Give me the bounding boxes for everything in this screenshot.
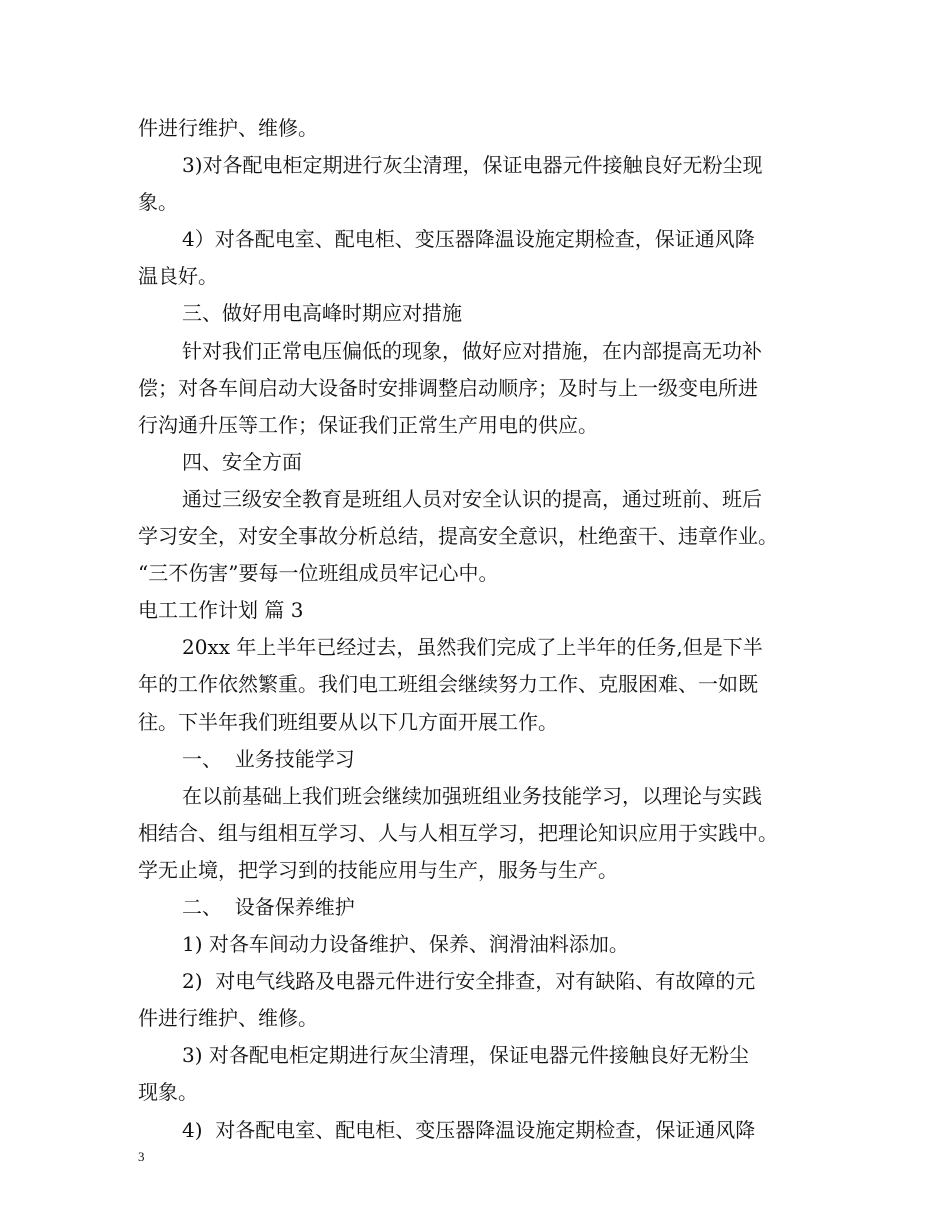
text-line: 件进行维护、维修。 <box>138 1006 318 1031</box>
text-line: 学习安全，对安全事故分析总结，提高安全意识，杜绝蛮干、违章作业。 <box>138 524 778 549</box>
text-line: 4) 对各配电室、配电柜、变压器降温设施定期检查，保证通风降 <box>182 1117 756 1142</box>
text-line: 3) 对各配电柜定期进行灰尘清理，保证电器元件接触良好无粉尘 <box>182 1043 749 1068</box>
text-line: 行沟通升压等工作；保证我们正常生产用电的供应。 <box>138 412 598 437</box>
text-line: 电工工作计划 篇 3 <box>138 598 304 623</box>
text-line: 20xx 年上半年已经过去，虽然我们完成了上半年的任务,但是下半 <box>182 635 763 660</box>
text-line: 年的工作依然繁重。我们电工班组会继续努力工作、克服困难、一如既 <box>138 672 758 697</box>
text-line: 偿；对各车间启动大设备时安排调整启动顺序；及时与上一级变电所进 <box>138 375 758 400</box>
text-line: 温良好。 <box>138 264 218 289</box>
text-line: 学无止境，把学习到的技能应用与生产，服务与生产。 <box>138 857 618 882</box>
text-line: 相结合、组与组相互学习、人与人相互学习，把理论知识应用于实践中。 <box>138 820 778 845</box>
text-line: 往。下半年我们班组要从以下几方面开展工作。 <box>138 709 558 734</box>
text-line: 一、 业务技能学习 <box>182 746 355 771</box>
text-line: 在以前基础上我们班会继续加强班组业务技能学习，以理论与实践 <box>182 783 762 808</box>
text-line: 2) 对电气线路及电器元件进行安全排查，对有缺陷、有故障的元 <box>182 969 756 994</box>
page-number: 3 <box>138 1149 145 1164</box>
text-line: 3)对各配电柜定期进行灰尘清理，保证电器元件接触良好无粉尘现 <box>182 153 763 178</box>
text-line: 现象。 <box>138 1080 198 1105</box>
text-line: 象。 <box>138 190 178 215</box>
text-line: 4）对各配电室、配电柜、变压器降温设施定期检查，保证通风降 <box>182 227 755 252</box>
text-line: 1) 对各车间动力设备维护、保养、润滑油料添加。 <box>182 932 629 957</box>
text-line: 四、安全方面 <box>182 449 302 474</box>
text-line: 针对我们正常电压偏低的现象，做好应对措施，在内部提高无功补 <box>182 338 762 363</box>
text-line: “三不伤害”要每一位班组成员牢记心中。 <box>138 561 499 586</box>
text-line: 三、做好用电高峰时期应对措施 <box>182 301 462 326</box>
text-line: 二、 设备保养维护 <box>182 894 355 919</box>
document-body <box>138 110 828 1149</box>
text-line: 通过三级安全教育是班组人员对安全认识的提高，通过班前、班后 <box>182 486 762 511</box>
text-line: 件进行维护、维修。 <box>138 116 318 140</box>
